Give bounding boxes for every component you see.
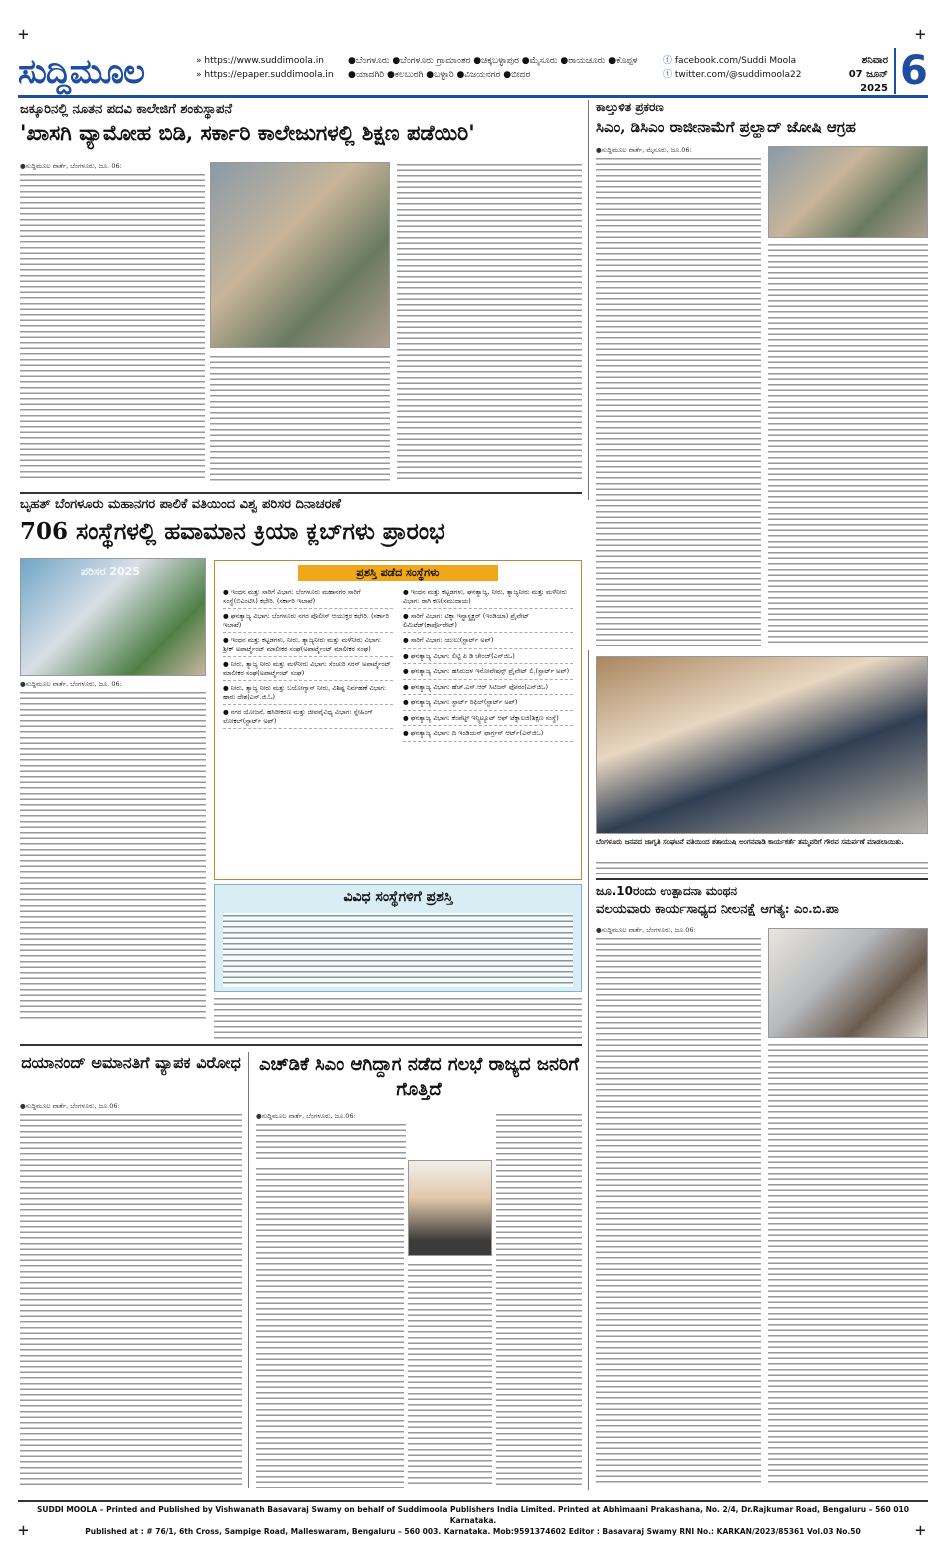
award-item: ● ಇಂಧನ ಮತ್ತು ಸಾರಿಗೆ ವಿಭಾಗ: ಬೆಂಗಳೂರು ಮಹಾನಗರ ಸಾರಿಗೆ ಸಂಸ್ಥೆ(ಬಿಎಂಟಿಸಿ) ಕಛೇರಿ. (ಸರ್ಕಾರಿ ಇಲಾಖೆ) <box>223 585 393 609</box>
award-box <box>214 560 582 880</box>
story-headline: 'ಖಾಸಗಿ ವ್ಯಾಮೋಹ ಬಿಡಿ, ಸರ್ಕಾರಿ ಕಾಲೇಜುಗಳಲ್ಲಿ ಶಿಕ್ಷಣ ಪಡೆಯಿರಿ' <box>20 120 475 145</box>
registration-mark: + <box>18 1520 29 1541</box>
story-headline: 706 ಸಂಸ್ಥೆಗಳಲ್ಲಿ ಹವಾಮಾನ ಕ್ರಿಯಾ ಕ್ಲಬ್‌ಗಳು ಪ್ರಾರಂಭ <box>20 518 445 545</box>
story-body <box>256 1122 406 1162</box>
imprint-line: Published at : # 76/1, 6th Cross, Sampige Road, Malleswaram, Bengaluru – 560 003. Karnataka. Mob:9591374602 Editor : Basavaraj Swamy RNI No.: KARKAN/2023/85361 Vol.03 No.50 <box>85 1527 861 1536</box>
story-photo <box>20 558 206 676</box>
column-divider <box>588 100 589 500</box>
award-item: ● ಘನತ್ಯಾಜ್ಯ ವಿಭಾಗ: ಲಿಟ್ಟಿ ಪಿ ಡಿ ಚೇಂಜ್(ಎನ್‌ಜಿಒ) <box>403 649 573 665</box>
story-photo <box>768 146 928 238</box>
story-headline: ವಲಯವಾರು ಕಾರ್ಯಸಾಧ್ಯದ ನೀಲನಕ್ಷೆ ಆಗತ್ಯ: ಎಂ.ಬಿ.ಪಾ <box>596 902 839 917</box>
award-item: ● ನೀರು, ತ್ಯಾಜ್ಯ ನೀರು ಮತ್ತು ಬಯೋಗ್ಯಾಸ್ ನೀರು, ವಿಶಿಷ್ಟ ನಿರ್ವಹಣೆ ವಿಭಾಗ: ಹಾರು ದೇಶ(ಎನ್.ಜಿ.ಓ) <box>223 681 393 705</box>
award-item: ● ಇಂಧನ ಮತ್ತು ಕಟ್ಟಡಗಳು, ನೀರು, ತ್ಯಾಜ್ಯನೀರು ಮತ್ತು ಮಳೆನೀರು ವಿಭಾಗ: ಶ್ರೀಕ್ ಅಪಾರ್ಟ್ಮೆಂಟ್ ಮಾಲೀಕರ ಸಂಘ(ಅಪಾರ್ಟ್ಮೆಂಟ್ ಮಾಲೀಕರ ಸಂಘ) <box>223 633 393 657</box>
story-body <box>20 690 206 1020</box>
award-item: ● ಇಂಧನ ಮತ್ತು ಕಟ್ಟಡಗಳು, ಘನತ್ಯಾಜ್ಯ, ನೀರು, ತ್ಯಾಜ್ಯನೀರು ಮತ್ತು ಮಳೆನೀರು ವಿಭಾಗ: ರಾಗಿ ಕಣ(ಸಮುದಾಯ) <box>403 585 573 609</box>
award-item: ● ಘನತ್ಯಾಜ್ಯ ವಿಭಾಗ: ದಿ ಇಂಡಿಯನ್ ಫಾರ್ಗ್ರನ್ ಆರ್ಟ್(ಎನ್‌ಜಿಒ) <box>403 726 573 742</box>
story-kicker: ಜೂ.10ರಂದು ಉತ್ಪಾದನಾ ಮಂಥನ <box>596 884 738 898</box>
twitter-link[interactable]: ⓣ twitter.com/@suddimoola22 <box>663 70 802 80</box>
story-body <box>596 936 761 1486</box>
epaper-link[interactable]: » https://epaper.suddimoola.in <box>196 70 334 80</box>
story-dayanand <box>20 1052 242 1074</box>
story-joshi <box>596 100 928 137</box>
story-body <box>397 162 582 482</box>
photo-caption: ಬೆಂಗಳೂರು ಜನಪದ ಜಾಗೃತಿ ಸಂಘಟನೆ ವತಿಯಿಂದ ಶತಾಯುಷಿ ಅಂಗನವಾಡಿ ಕಾರ್ಯಕರ್ತೆ ತಮ್ಮವರಿಗೆ ಗೌರವ ಸಮರ್ಪಣೆ ಮಾಡಲಾಯಿತು. <box>596 838 904 846</box>
award-item: ● ಘನತ್ಯಾಜ್ಯ ವಿಭಾಗ: ಸ್ಟಾರ್ಟ್ ರಿಫಿಲ್(ಸ್ಟಾರ್ಟ್ ಅಪ್) <box>403 695 573 711</box>
twitter-icon: ⓣ <box>663 70 673 80</box>
story-body <box>214 996 582 1040</box>
story-college <box>20 102 580 147</box>
award-item: ● ನೀರು, ತ್ಯಾಜ್ಯ ನೀರು ಮತ್ತು ಮಳೆನೀರು ವಿಭಾಗ: ಸೆಂಚುರಿ ಸರಸ್ ಅಪಾರ್ಟ್ಮೆಂಟ್ ಮಾಲೀಕರ ಸಂಘ(ಅಪಾರ್ಟ್ಮೆಂಟ್ ಸಂಘ) <box>223 657 393 681</box>
story-body <box>256 1166 404 1488</box>
event-photo <box>596 656 928 834</box>
newspaper-logo: ಸುದ್ದಿಮೂಲ <box>18 52 144 92</box>
award-item: ● ಘನತ್ಯಾಜ್ಯ ವಿಭಾಗ: ಬೆಂಗಳೂರು ನಗರ ಪೊಲೀಸ್ ಆಯುಕ್ತರ ಕಛೇರಿ. (ಸರ್ಕಾರಿ ಇಲಾಖೆ) <box>223 609 393 633</box>
story-body <box>210 354 390 482</box>
story-dateline: ●ಸುದ್ದಿಮೂಲ ವಾರ್ತೆ, ಬೆಂಗಳೂರು, ಜೂ. 06: <box>20 680 122 688</box>
story-dateline: ●ಸುದ್ದಿಮೂಲ ವಾರ್ತೆ, ಬೆಂಗಳೂರು, ಜೂ.06: <box>20 1102 120 1110</box>
award-list-right <box>403 585 573 742</box>
web-links <box>196 54 334 82</box>
social-links <box>663 54 801 82</box>
photo-banner-text: ಪರಿಸರ 2025 <box>81 565 140 578</box>
story-hdk <box>256 1052 582 1102</box>
edition-cities: ●ಬೆಂಗಳೂರು ●ಬೆಂಗಳೂರು ಗ್ರಾಮಾಂತರ ●ಚಿಕ್ಕಬಳ್ಳಾಪುರ ●ಮೈಸೂರು ●ರಾಯಚೂರು ●ಕೊಪ್ಪಳ ●ಯಾದಗಿರಿ ●ಕಲಬುರಗಿ ●ಬಳ್ಳಾರಿ ●ವಿಜಯನಗರ ●ಬೀದರ <box>348 56 638 80</box>
issue-date: ಶನಿವಾರ 07 ಜೂನ್ 2025 <box>848 55 888 94</box>
story-headline: ಎಚ್‌ಡಿಕೆ ಸಿಎಂ ಆಗಿದ್ದಾಗ ನಡೆದ ಗಲಭೆ ರಾಜ್ಯದ ಜನರಿಗೆ ಗೊತ್ತಿದೆ <box>259 1054 579 1100</box>
award-item: ● ಘನತ್ಯಾಜ್ಯ ವಿಭಾಗ: ಹಸಿರುದಳ ಇನೋವೇಷನ್ಸ್ ಪ್ರೈವೇಟ್ ಲಿ.(ಸ್ಟಾರ್ಟ್ ಅಪ್) <box>403 664 573 680</box>
story-dateline: ●ಸುದ್ದಿಮೂಲ ವಾರ್ತೆ, ಬೆಂಗಳೂರು, ಜೂ.06: <box>256 1112 356 1120</box>
imprint-footer <box>18 1500 928 1537</box>
column-divider <box>588 650 589 1490</box>
story-body <box>20 172 205 482</box>
story-body <box>496 1112 582 1488</box>
story-kicker: ಕಾಲ್ತುಳಿತ ಪ್ರಕರಣ <box>596 100 664 114</box>
registration-mark: + <box>915 24 926 45</box>
award-subbox <box>214 884 582 992</box>
story-climate-clubs <box>20 497 582 548</box>
masthead <box>18 50 928 98</box>
section-rule <box>596 878 928 880</box>
story-headline: ಸಿಎಂ, ಡಿಸಿಎಂ ರಾಜೀನಾಮೆಗೆ ಪ್ರಲ್ಹಾದ್ ಜೋಷಿ ಆಗ್ರಹ <box>596 118 856 136</box>
award-item: ● ಸಾರಿಗೆ ವಿಭಾಗ: ಯುಲು(ಸ್ಟಾರ್ಟ್ ಅಪ್) <box>403 633 573 649</box>
story-kicker: ಬೃಹತ್ ಬೆಂಗಳೂರು ಮಹಾನಗರ ಪಾಲಿಕೆ ವತಿಯಿಂದ ವಿಶ್ವ ಪರಿಸರ ದಿನಾಚರಣೆ <box>20 497 341 512</box>
imprint-line: SUDDI MOOLA – Printed and Published by Vishwanath Basavaraj Swamy on behalf of Suddimoola Publishers India Limited. Printed at Abhimaani Prakashana, No. 2/4, Dr.Rajkumar Road, Bengaluru – 560 010 Karnataka. <box>36 1505 909 1525</box>
award-subbox-title: ವಿವಿಧ ಸಂಸ್ಥೆಗಳಿಗೆ ಪ್ರಶಸ್ತಿ <box>343 889 453 905</box>
story-dateline: ●ಸುದ್ದಿಮೂಲ ವಾರ್ತೆ, ಮೈಸೂರು, ಜೂ.06: <box>596 146 692 154</box>
award-item: ● ಘನತ್ಯಾಜ್ಯ ವಿಭಾಗ: ಕೆಂಪೆಟ್ಟ್ ಇನ್ಸ್ಟಿಟ್ಯೂಟ್ ಆಫ್ ಟೆಕ್ನಾಲಜಿ(ಶಿಕ್ಷಣ ಸಂಸ್ಥೆ) <box>403 711 573 727</box>
section-rule <box>20 1044 582 1046</box>
story-photo <box>768 928 928 1038</box>
story-photo <box>210 162 390 348</box>
portrait-photo <box>408 1160 492 1256</box>
award-item: ● ನಗರ ಯೋಜನೆ, ಹಸಿರೀಕರಣ ಮತ್ತು ಜೀವವೈವಿಧ್ಯ ವಿಭಾಗ: ಸ್ನೇಹಿಂಗ್ ಲೋಕಲ್(ಸ್ಟಾರ್ಟ್ ಅಪ್) <box>223 705 393 729</box>
story-body <box>768 242 928 646</box>
story-body <box>20 1112 242 1488</box>
award-list-left <box>223 585 393 742</box>
story-dateline: ●ಸುದ್ದಿಮೂಲ ವಾರ್ತೆ, ಬೆಂಗಳೂರು, ಜೂ.06: <box>596 926 696 934</box>
page-number: 6 <box>894 48 928 94</box>
registration-mark: + <box>18 24 29 45</box>
story-manthana <box>596 884 928 919</box>
website-link[interactable]: » https://www.suddimoola.in <box>196 56 324 66</box>
facebook-icon: ⓕ <box>663 56 673 66</box>
registration-mark: + <box>915 1520 926 1541</box>
column-divider <box>248 1052 249 1488</box>
story-dateline: ●ಸುದ್ದಿಮೂಲ ವಾರ್ತೆ, ಬೆಂಗಳೂರು, ಜೂ. 06: <box>20 162 122 170</box>
award-box-title: ಪ್ರಶಸ್ತಿ ಪಡೆದ ಸಂಸ್ಥೆಗಳು <box>298 565 498 581</box>
section-rule <box>20 492 582 494</box>
story-headline: ದಯಾನಂದ್ ಅಮಾನತಿಗೆ ವ್ಯಾಪಕ ವಿರೋಧ <box>21 1053 241 1072</box>
story-body <box>768 1042 928 1486</box>
award-item: ● ಸಾರಿಗೆ ವಿಭಾಗ: ಟಿಕ್ಕಾ ಇನ್ಫ್ರಾಸ್ಟ್ರಕ್ಚರ್ (ಇಂಡಿಯಾ) ಪ್ರೈವೇಟ್ ಲಿಮಿಟೆಡ್(ಕಾರ್ಪೊರೇಟ್) <box>403 609 573 633</box>
story-body <box>596 156 761 646</box>
story-kicker: ಜಕ್ಕೂರಿನಲ್ಲಿ ನೂತನ ಪದವಿ ಕಾಲೇಜಿಗೆ ಶಂಕುಸ್ಥಾಪನೆ <box>20 102 233 117</box>
story-body <box>408 1262 492 1488</box>
award-item: ● ಘನತ್ಯಾಜ್ಯ ವಿಭಾಗ: ಹೆಚ್.ಎಸ್.ಆರ್ ಸಿಟಿಜನ್ ಫೋರಂ(ಎನ್‌ಜಿಒ) <box>403 680 573 696</box>
facebook-link[interactable]: ⓕ facebook.com/Suddi Moola <box>663 56 797 66</box>
